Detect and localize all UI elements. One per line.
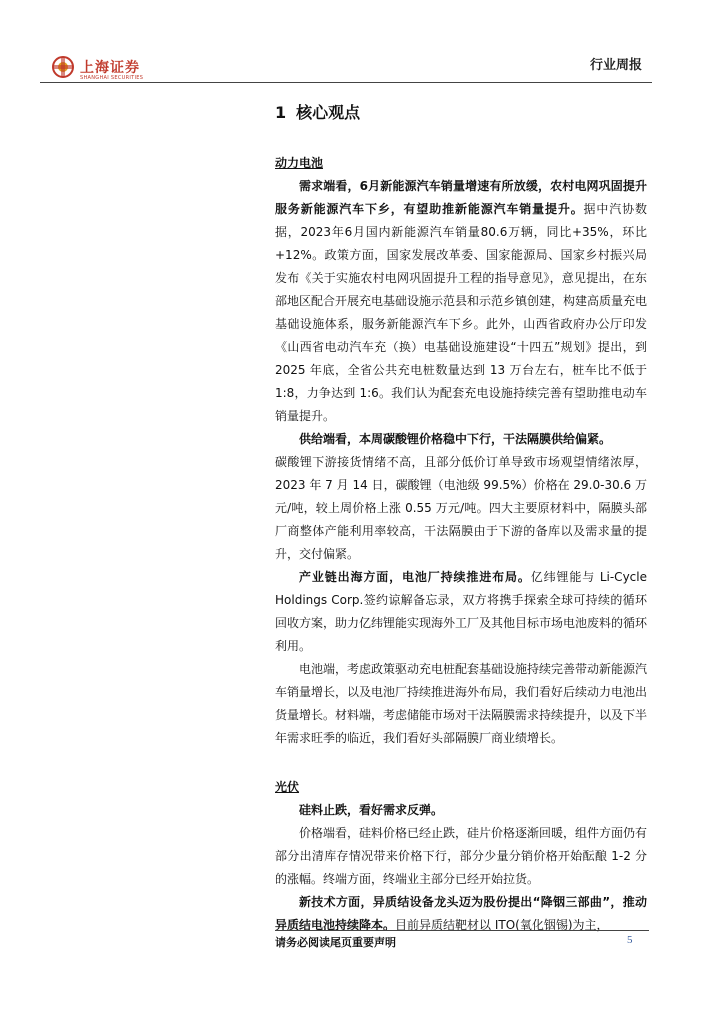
logo-emblem-icon: [52, 56, 74, 78]
paragraph-overseas-text: 亿纬锂能与 Li-Cycle Holdings Corp.签约谅解备忘录，双方将携手探索全球可持续的循环回收方案，助力亿纬锂能实现海外工厂及其他目标市场电池废料的循环利用。: [275, 570, 648, 653]
paragraph-pv-tech-lead: 新技术方面，异质结设备龙头迈为股份提出“降铟三部曲”，推动异质结电池持续降本。: [275, 895, 647, 932]
paragraph-pv-lead: [275, 799, 647, 822]
section-number: 1: [275, 103, 287, 122]
paragraph-overseas-lead: 产业链出海方面，电池厂持续推进布局。: [299, 570, 531, 584]
paragraph-pv-price: 价格端看，硅料价格已经止跌，硅片价格逐渐回暖，组件方面仍有部分出清库存情况带来价格下行，部分少量分销价格开始酝酿 1-2 分的涨幅。终端方面，终端业主部分已经开始拉货。: [275, 826, 648, 886]
paragraph-pv-lead-bold: 硅料止跌，看好需求反弹。: [299, 803, 444, 817]
paragraph-supply: [275, 428, 647, 451]
footer-divider: [275, 930, 649, 931]
page-number: 5: [627, 934, 633, 946]
paragraph-demand-text: 据中汽协数据，2023年6月国内新能源汽车销量80.6万辆，同比+35%，环比+12%。政策方面，国家发展改革委、国家能源局、国家乡村振兴局发布《关于实施农村电网巩固提升工程的指导意见》，意见提出，在东部地区配合开展充电基础设施示范县和示范乡镇创建，构建高质量充电基础设施体系，服务新能源汽车下乡。此外，山西省政府办公厅印发《山西省电动汽车充（换）电基础设施建设“十四五”规划》提出，到 2025 年底，全省公共充电桩数量达到 13 万台左右，桩车比不低于 1:8，力争达到 1:6。我们认为配套充电设施持续完善有望助推电动车销量提升。: [275, 202, 648, 423]
paragraph-overseas: [275, 566, 647, 658]
logo-chinese-name: 上海证券: [80, 60, 140, 76]
header-divider: [40, 82, 652, 83]
section-title-text: 核心观点: [296, 103, 361, 122]
paragraph-demand: [275, 175, 647, 428]
logo-english-name: SHANGHAI SECURITIES: [80, 75, 144, 81]
report-body: [275, 152, 647, 937]
footer-disclaimer: 请务必阅读尾页重要声明: [275, 936, 396, 949]
paragraph-pv-tech-text: 目前异质结靶材以 ITO(氧化铟锡)为主，: [395, 918, 609, 932]
paragraph-outlook: 电池端，考虑政策驱动充电桩配套基础设施持续完善带动新能源汽车销量增长，以及电池厂持续推进海外布局，我们看好后续动力电池出货量增长。材料端，考虑储能市场对干法隔膜需求持续提升，以及下半年需求旺季的临近，我们看好头部隔膜厂商业绩增长。: [275, 662, 648, 745]
paragraph-supply-body: 碳酸锂下游接货情绪不高，且部分低价订单导致市场观望情绪浓厚，2023 年 7 月 14 日，碳酸锂（电池级 99.5%）价格在 29.0-30.6 万元/吨，较上周价格上涨 0.55 万元/吨。四大主要原材料中，隔膜头部厂商整体产能利用率较高，干法隔膜由于下游的备库以及需求量的提升，交付偏紧。: [275, 455, 647, 561]
paragraph-demand-lead: 需求端看，6月新能源汽车销量增速有所放缓，农村电网巩固提升服务新能源汽车下乡，有望助推新能源汽车销量提升。: [275, 179, 647, 216]
section-title: [275, 100, 360, 123]
subheading-pv: 光伏: [275, 780, 300, 794]
paragraph-supply-lead: 供给端看，本周碳酸锂价格稳中下行，干法隔膜供给偏紧。: [299, 432, 612, 446]
subheading-power-battery: 动力电池: [275, 156, 324, 170]
report-type-label: 行业周报: [589, 58, 642, 73]
